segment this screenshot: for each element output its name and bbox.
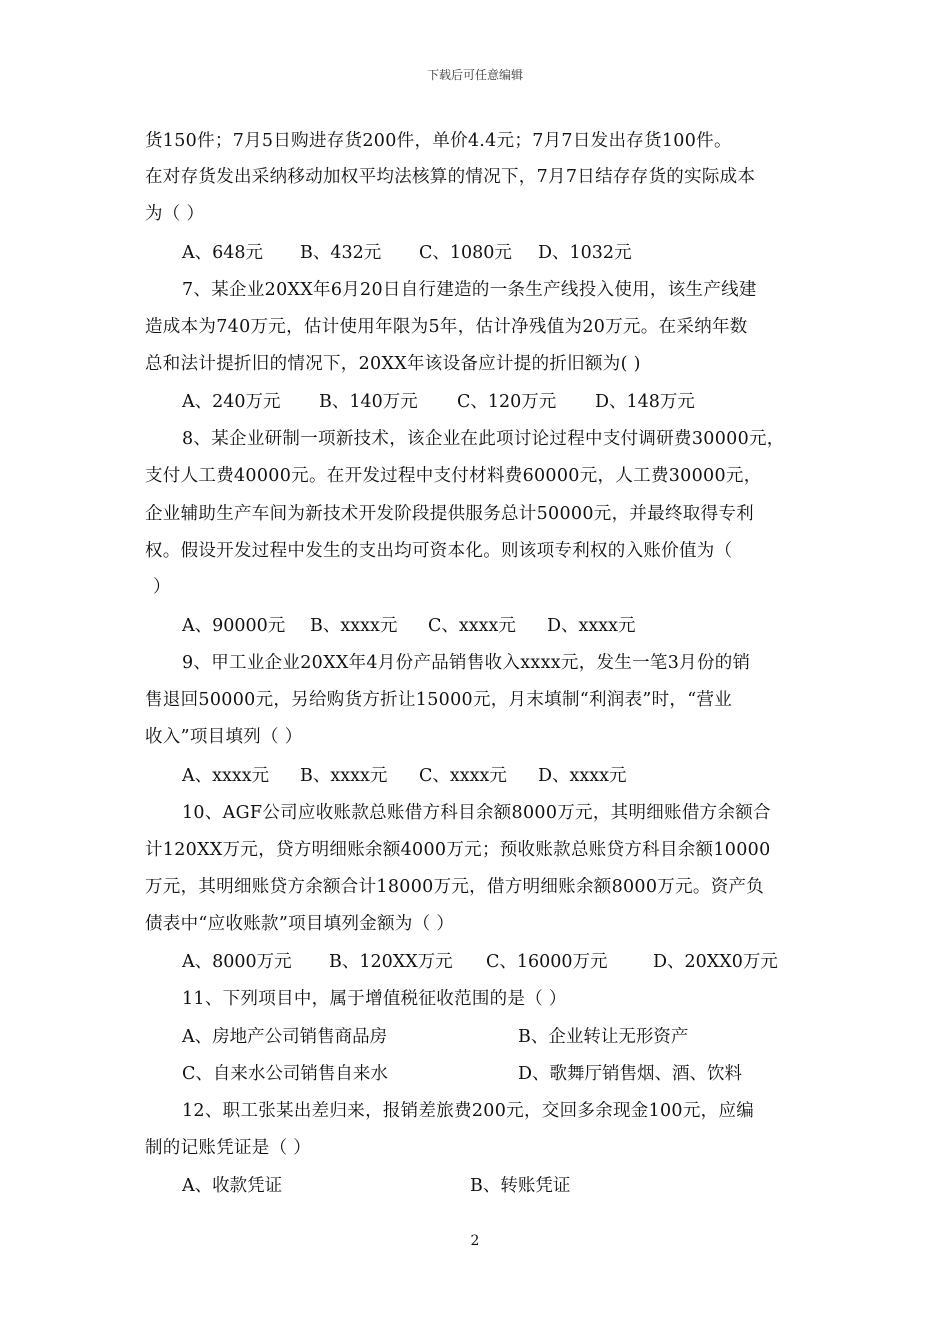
q9-line-1: 9、甲工业企业20XX年4月份产品销售收入xxxx元，发生一笔3月份的销 — [182, 653, 751, 673]
q8-option-a: A、90000元 — [182, 616, 286, 636]
q11-option-b: B、企业转让无形资产 — [518, 1027, 689, 1047]
q12-option-a: A、收款凭证 — [182, 1176, 283, 1196]
q10-option-a: A、8000万元 — [182, 952, 292, 972]
q6-option-d: D、1032元 — [538, 243, 632, 263]
page-header: 下载后可任意编辑 — [426, 68, 523, 82]
q6-option-b: B、432元 — [300, 243, 382, 263]
q8-line-1: 8、某企业研制一项新技术，该企业在此项讨论过程中支付调研费30000元， — [182, 429, 785, 449]
page-number: 2 — [470, 1233, 480, 1249]
q7-option-b: B、140万元 — [319, 392, 418, 412]
q8-line-4: 权。假设开发过程中发生的支出均可资本化。则该项专利权的入账价值为（ — [145, 541, 733, 561]
q8-option-b: B、xxxx元 — [310, 616, 398, 636]
q10-option-d: D、20XX0万元 — [653, 952, 778, 972]
q11-option-a: A、房地产公司销售商品房 — [182, 1027, 388, 1047]
q7-option-d: D、148万元 — [595, 392, 695, 412]
q9-option-d: D、xxxx元 — [538, 766, 627, 786]
q10-option-c: C、16000万元 — [486, 952, 608, 972]
q6-line-2: 在对存货发出采纳移动加权平均法核算的情况下，7月7日结存存货的实际成本 — [145, 167, 756, 187]
q12-line-1: 12、职工张某出差归来，报销差旅费200元，交回多余现金100元，应编 — [182, 1101, 755, 1121]
q6-option-c: C、1080元 — [419, 243, 512, 263]
q9-option-c: C、xxxx元 — [419, 766, 507, 786]
q8-line-2: 支付人工费40000元。在开发过程中支付材料费60000元，人工费30000元， — [145, 466, 762, 486]
q10-line-4: 债表中“应收账款”项目填列金额为（ ） — [145, 914, 455, 934]
q8-line-3: 企业辅助生产车间为新技术开发阶段提供服务总计50000元，并最终取得专利 — [145, 504, 754, 524]
q11-option-c: C、自来水公司销售自来水 — [182, 1064, 388, 1084]
q7-line-2: 造成本为740万元，估计使用年限为5年，估计净残值为20万元。在采纳年数 — [145, 317, 748, 337]
q11-option-d: D、歌舞厅销售烟、酒、饮料 — [518, 1064, 743, 1084]
q9-option-a: A、xxxx元 — [182, 766, 270, 786]
q6-line-1: 货150件；7月5日购进存货200件，单价4.4元；7月7日发出存货100件。 — [145, 131, 732, 151]
q10-option-b: B、120XX万元 — [329, 952, 453, 972]
q7-line-3: 总和法计提折旧的情况下，20XX年该设备应计提的折旧额为( ) — [145, 354, 641, 374]
q6-line-3: 为（ ） — [145, 204, 205, 224]
q11-line-1: 11、下列项目中，属于增值税征收范围的是（ ） — [182, 989, 567, 1009]
q10-line-3: 万元，其明细账贷方余额合计18000万元，借方明细账余额8000万元。资产负 — [145, 877, 765, 897]
q8-option-d: D、xxxx元 — [547, 616, 636, 636]
q9-line-2: 售退回50000元，另给购货方折让15000元，月末填制“利润表”时，“营业 — [145, 690, 733, 710]
q9-line-3: 收入”项目填列（ ） — [145, 727, 303, 747]
q10-line-2: 计120XX万元，贷方明细账余额4000万元；预收账款总账贷方科目余额10000 — [145, 840, 771, 860]
q8-line-5: ） — [153, 577, 171, 597]
q9-option-b: B、xxxx元 — [300, 766, 388, 786]
q7-option-a: A、240万元 — [182, 392, 281, 412]
q12-line-2: 制的记账凭证是（ ） — [145, 1138, 312, 1158]
q7-line-1: 7、某企业20XX年6月20日自行建造的一条生产线投入使用，该生产线建 — [182, 280, 757, 300]
q8-option-c: C、xxxx元 — [428, 616, 516, 636]
q6-option-a: A、648元 — [182, 243, 264, 263]
q7-option-c: C、120万元 — [457, 392, 557, 412]
q10-line-1: 10、AGF公司应收账款总账借方科目余额8000万元，其明细账借方余额合 — [182, 803, 771, 823]
q12-option-b: B、转账凭证 — [470, 1176, 571, 1196]
